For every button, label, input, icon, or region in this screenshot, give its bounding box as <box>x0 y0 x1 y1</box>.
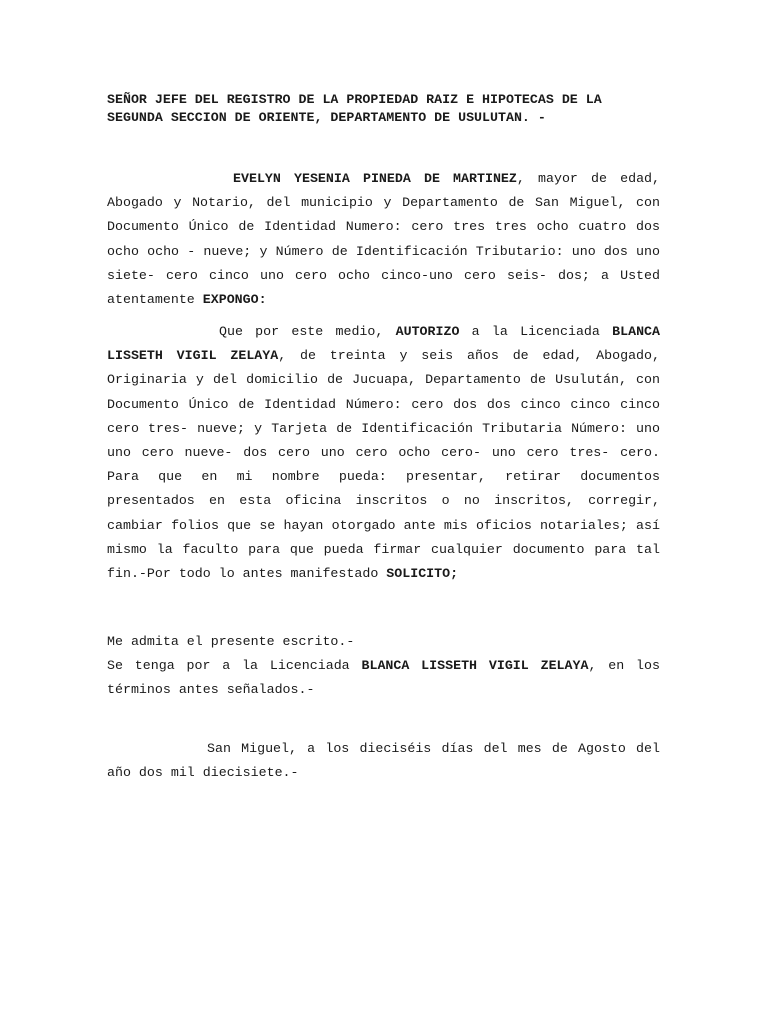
authorized-name: BLANCA LISSETH VIGIL ZELAYA <box>107 324 661 364</box>
authorization-details: , de treinta y seis años de edad, Abogado, Originaria y del domicilio de Jucuapa, Departamento de Usulután, con Documento Único de Identidad Número: cero dos dos cinco cinco cinco cero tres- nueve; y Tarjeta de Identificación Tributaria Número: uno uno cero nueve- dos cero uno cero ocho cero- uno cero tres- cero. Para que en mi nombre pueda: presentar, retirar documentos presentados en esta oficina inscritos o no inscritos, corregir, cambiar folios que se hayan otorgado ante mis oficios notariales; así mismo la faculto para que pueda firmar cualquier documento para tal fin.-Por todo lo antes manifestado <box>107 348 660 582</box>
authorization-connector: a la Licenciada <box>459 324 613 339</box>
request-line-2-intro: Se tenga por a la Licenciada <box>107 658 362 674</box>
autorizo-label: AUTORIZO <box>395 324 460 339</box>
solicito-label: SOLICITO; <box>386 566 459 582</box>
date-paragraph <box>107 737 660 785</box>
petitioner-paragraph <box>107 167 660 312</box>
authorization-intro: Que por este medio, <box>219 324 396 339</box>
requests-paragraph <box>107 630 660 703</box>
addressee-heading: SEÑOR JEFE DEL REGISTRO DE LA PROPIEDAD RAIZ E HIPOTECAS DE LA SEGUNDA SECCION DE ORIENTE, DEPARTAMENTO DE USULUTAN. - <box>107 92 602 125</box>
place-and-date: San Miguel, a los dieciséis días del mes de Agosto del año dos mil diecisiete.- <box>107 741 660 781</box>
petitioner-details: , mayor de edad, Abogado y Notario, del municipio y Departamento de San Miguel, con Documento Único de Identidad Numero: cero tres tres ocho cuatro dos ocho ocho - nueve; y Número de Identificación Tributario: uno dos uno siete- cero cinco uno cero ocho cinco-uno cero seis- dos; a Usted atentamente <box>107 171 661 308</box>
request-line-2-end: , en los términos antes señalados.- <box>107 658 660 698</box>
petitioner-name: EVELYN YESENIA PINEDA DE MARTINEZ <box>233 171 517 186</box>
expongo-label: EXPONGO: <box>202 292 267 308</box>
request-line-1: Me admita el presente escrito.- <box>107 634 355 649</box>
request-authorized-name: BLANCA LISSETH VIGIL ZELAYA <box>361 658 589 674</box>
authorization-paragraph <box>107 320 660 586</box>
